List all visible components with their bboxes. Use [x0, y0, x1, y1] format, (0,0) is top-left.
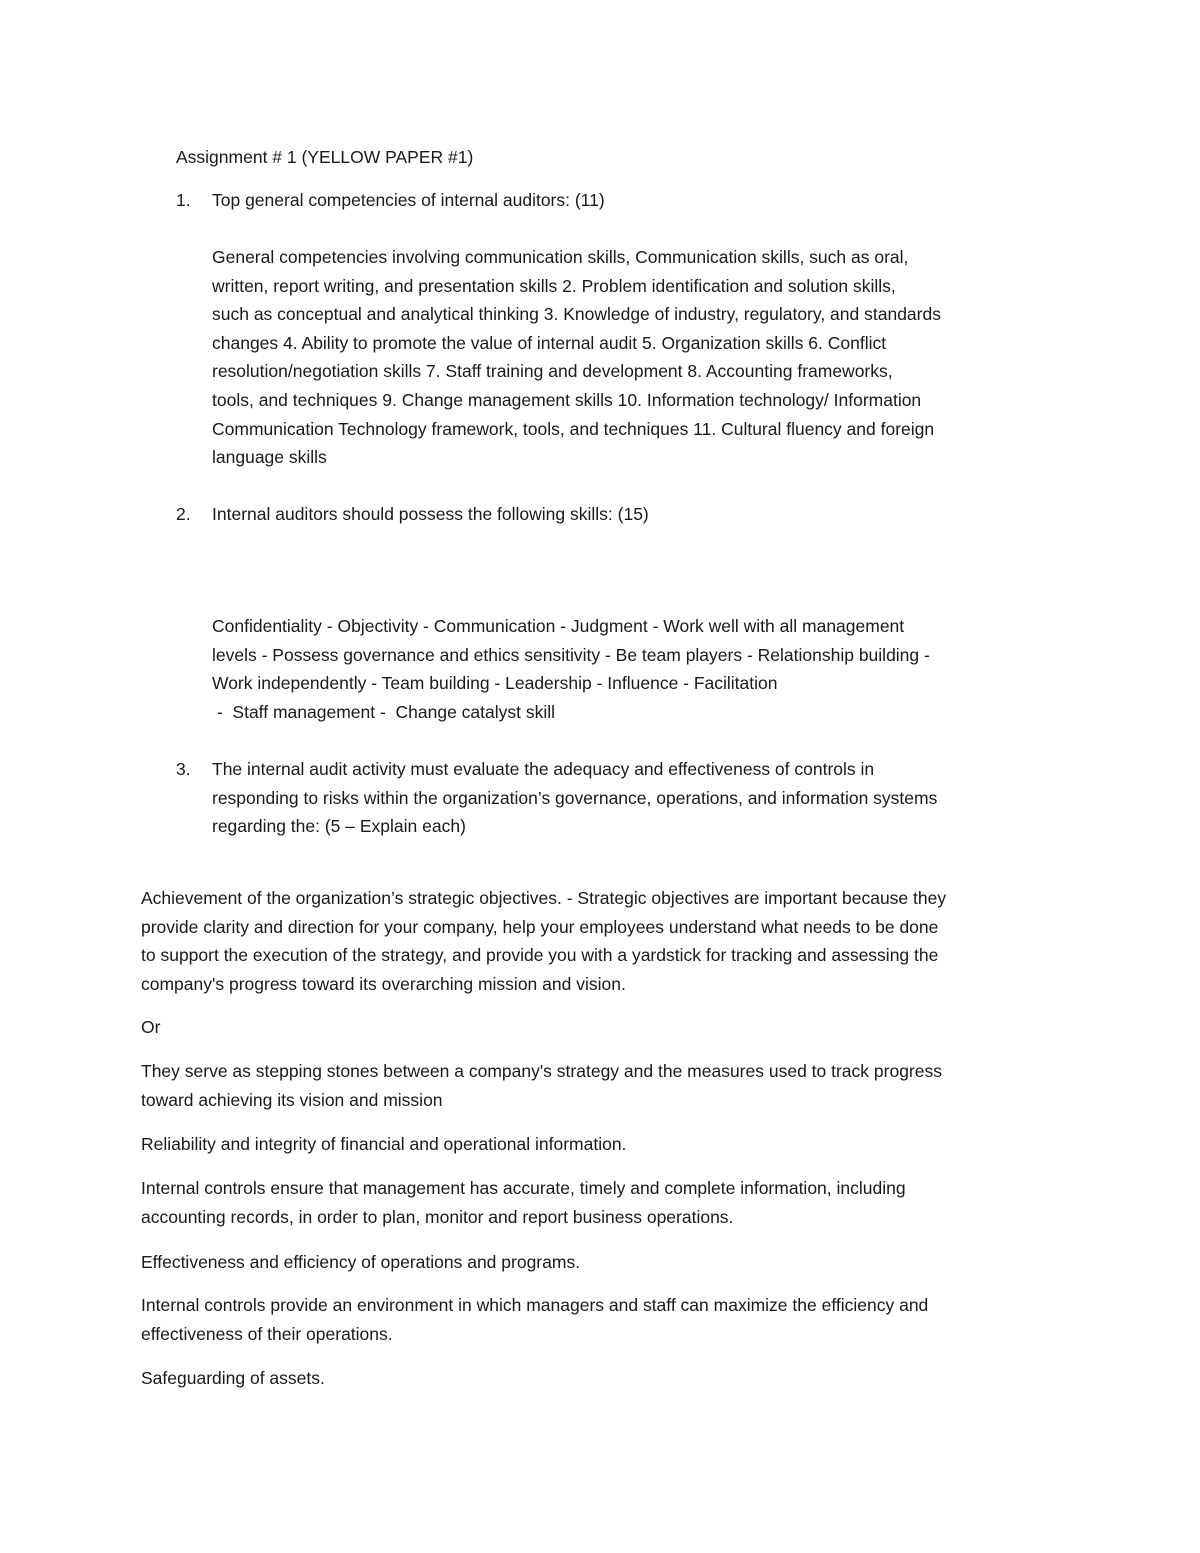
item-2-body-line: Confidentiality - Objectivity - Communication - Judgment - Work well with all management: [212, 616, 905, 636]
item-2-body-line: Work independently - Team building - Leadership - Influence - Facilitation: [212, 673, 778, 694]
answer-3: [141, 1291, 928, 1348]
answer-2-line: Internal controls ensure that management has accurate, timely and complete information, including: [141, 1178, 906, 1198]
item-2-heading: Internal auditors should possess the following skills: (15): [212, 504, 649, 524]
answer-1-line: provide clarity and direction for your company, help your employees understand what needs to be done: [141, 916, 939, 937]
item-2-body: [212, 612, 930, 726]
item-1-body-line: resolution/negotiation skills 7. Staff training and development 8. Accounting frameworks,: [212, 361, 893, 382]
item-1-number: 1.: [176, 190, 191, 210]
answer-or: Or: [141, 1017, 161, 1037]
item-3-heading-line: responding to risks within the organization’s governance, operations, and information systems: [212, 787, 938, 808]
answer-1-alt-line: They serve as stepping stones between a company's strategy and the measures used to track progress: [141, 1061, 942, 1081]
item-2-number: 2.: [176, 504, 191, 524]
answer-1-alt: [141, 1057, 942, 1114]
answer-3-heading: Effectiveness and efficiency of operations and programs.: [141, 1252, 581, 1272]
item-3-heading-line: regarding the: (5 – Explain each): [212, 816, 466, 837]
item-2-body-line: levels - Possess governance and ethics sensitivity - Be team players - Relationship building -: [212, 644, 930, 665]
answer-1-alt-line: toward achieving its vision and mission: [141, 1089, 443, 1110]
answer-1: [141, 884, 946, 998]
answer-1-line: Achievement of the organization’s strategic objectives. - Strategic objectives are important because they: [141, 888, 947, 908]
item-1-body-line: tools, and techniques 9. Change management skills 10. Information technology/ Information: [212, 389, 922, 410]
answer-2: [141, 1174, 906, 1231]
item-2-body-line: - Staff management - Change catalyst skill: [212, 701, 556, 722]
answer-3-line: Internal controls provide an environment in which managers and staff can maximize the efficiency and: [141, 1295, 929, 1315]
item-1-body-line: changes 4. Ability to promote the value of internal audit 5. Organization skills 6. Conflict: [212, 332, 887, 353]
item-3-heading: [212, 755, 937, 841]
assignment-title: Assignment # 1 (YELLOW PAPER #1): [176, 147, 474, 167]
answer-2-line: accounting records, in order to plan, monitor and report business operations.: [141, 1206, 734, 1227]
item-3-number: 3.: [176, 759, 191, 779]
answer-3-line: effectiveness of their operations.: [141, 1323, 393, 1344]
item-1-body-line: General competencies involving communication skills, Communication skills, such as oral,: [212, 247, 909, 267]
item-1-body-line: written, report writing, and presentation skills 2. Problem identification and solution skills,: [212, 275, 896, 296]
item-3-heading-line: The internal audit activity must evaluate the adequacy and effectiveness of controls in: [212, 759, 875, 779]
item-1-body: [212, 243, 941, 472]
item-1-body-line: Communication Technology framework, tools, and techniques 11. Cultural fluency and foreign: [212, 418, 935, 439]
answer-1-line: to support the execution of the strategy, and provide you with a yardstick for tracking and assessing the: [141, 945, 939, 966]
item-1-heading: Top general competencies of internal auditors: (11): [212, 190, 605, 210]
item-1-body-line: such as conceptual and analytical thinking 3. Knowledge of industry, regulatory, and standards: [212, 304, 941, 325]
answer-4-heading: Safeguarding of assets.: [141, 1368, 325, 1388]
answer-2-heading: Reliability and integrity of financial and operational information.: [141, 1134, 627, 1154]
answer-1-line: company's progress toward its overarching mission and vision.: [141, 973, 626, 994]
item-1-body-line: language skills: [212, 447, 327, 468]
